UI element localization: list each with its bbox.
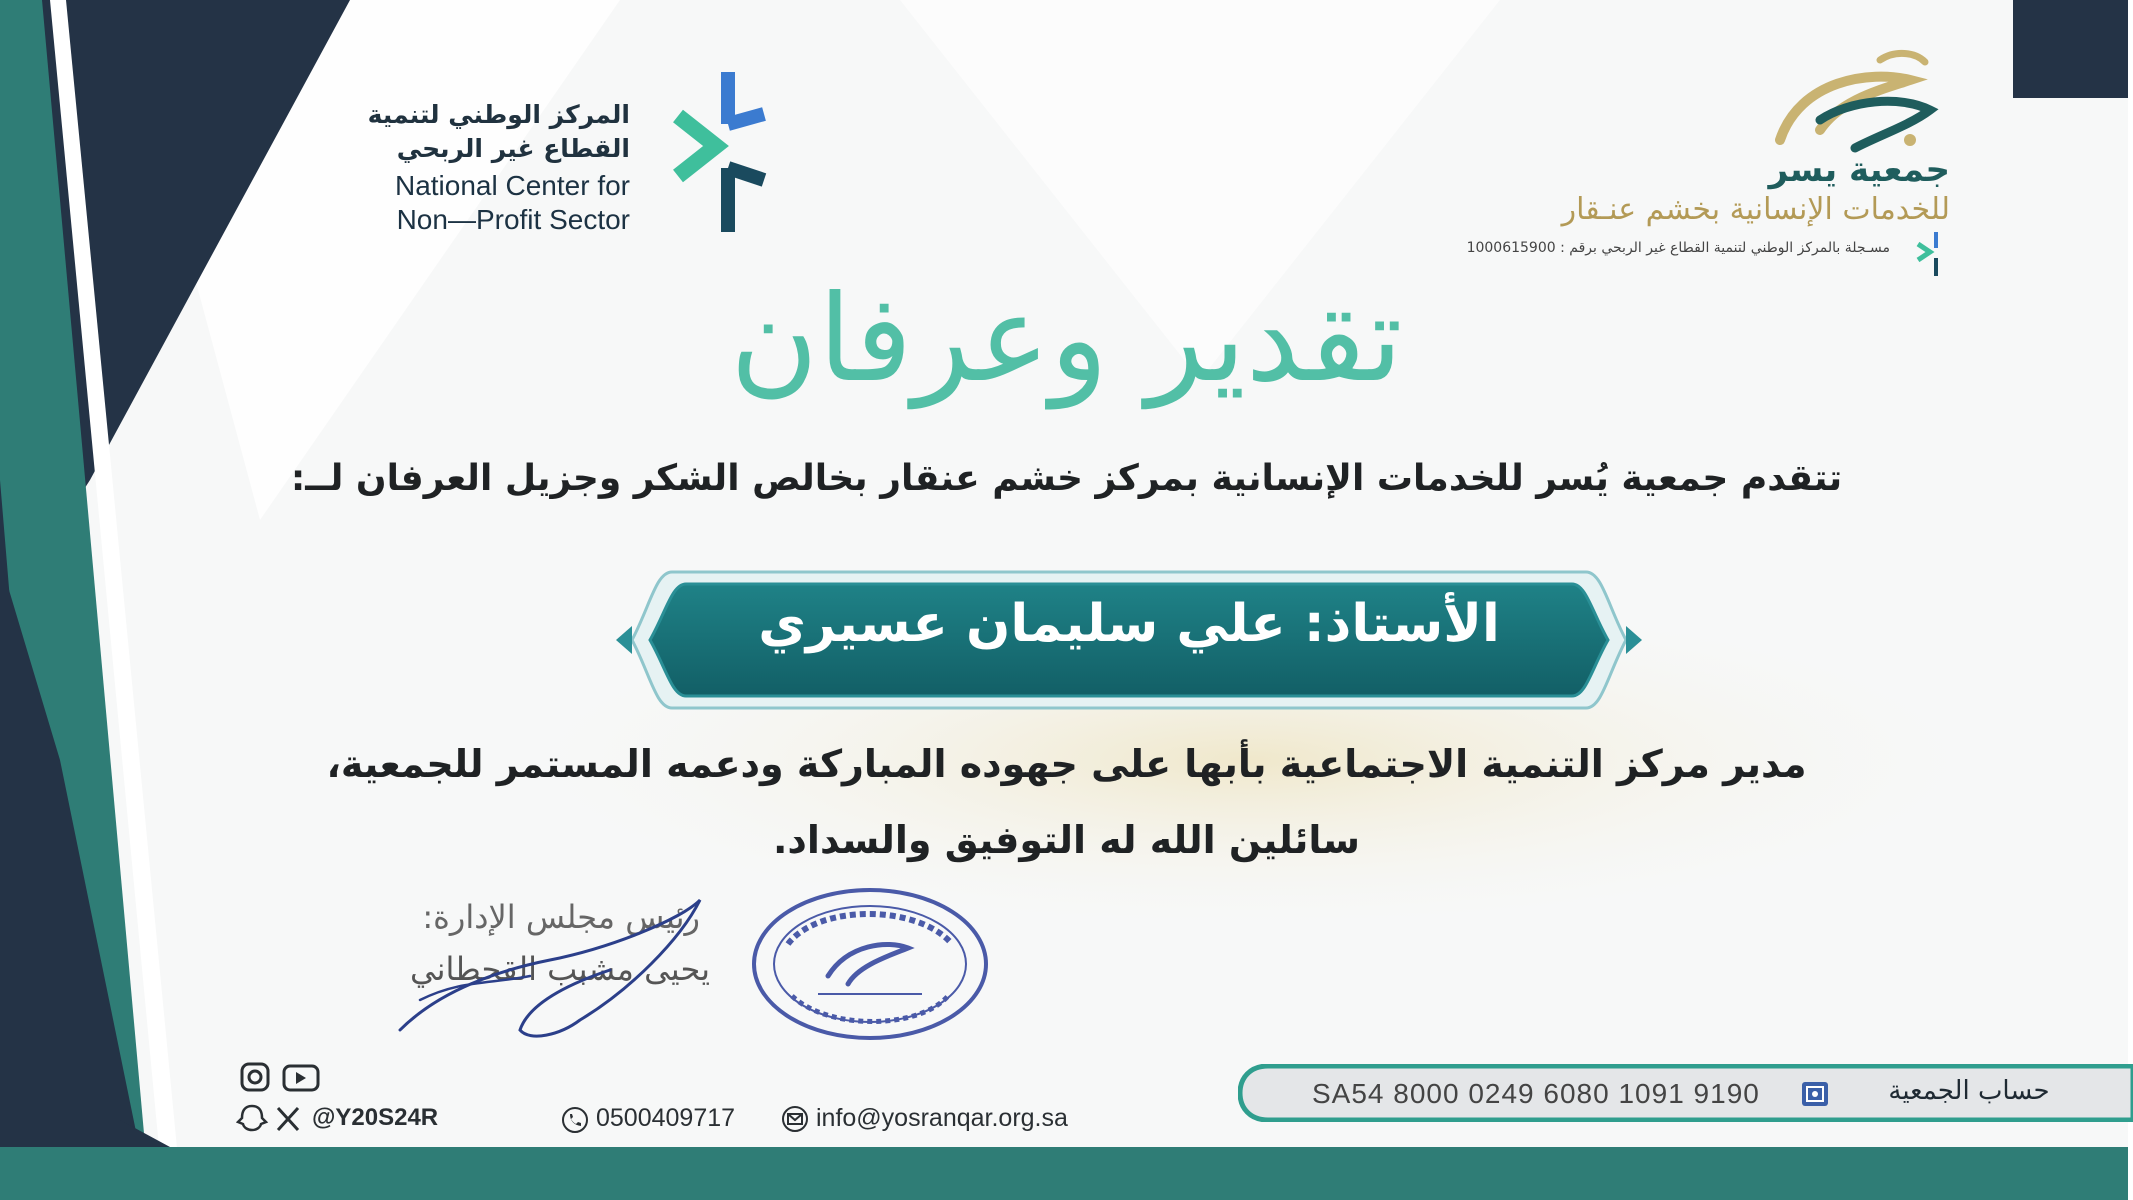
phone-number[interactable]: 0500409717 xyxy=(596,1104,736,1132)
yosr-subtitle: للخدمات الإنسانية بخشم عنـقار xyxy=(1561,192,1950,227)
ncnp-english-line-1: National Center for xyxy=(394,170,630,201)
iban-number[interactable]: SA54 8000 0249 6080 1091 9190 xyxy=(1312,1078,1760,1109)
yosr-calligraphy-icon xyxy=(1760,40,1950,160)
ncnp-english-line-2: Non—Profit Sector xyxy=(396,204,630,235)
yosr-logo xyxy=(1430,40,1970,290)
ncnp-arabic-line-2: القطاع غير الربحي xyxy=(396,134,630,163)
signatory-role: رئيس مجلس الإدارة: xyxy=(422,898,700,936)
phone-icon xyxy=(560,1105,590,1135)
yosr-registration-text: مسـجلة بالمركز الوطني لتنمية القطاع غير الربحي برقم : 1000615900 xyxy=(1466,240,1890,256)
social-icons-row-2 xyxy=(236,1102,316,1136)
certificate-body-line-1: مدير مركز التنمية الاجتماعية بأبها على جهوده المباركة ودعمه المستمر للجمعية، xyxy=(326,742,1807,786)
email-address[interactable]: info@yosranqar.org.sa xyxy=(816,1104,1068,1132)
x-twitter-icon[interactable] xyxy=(278,1108,298,1130)
social-handle[interactable]: @Y20S24R xyxy=(312,1104,439,1131)
certificate-intro: تتقدم جمعية يُسر للخدمات الإنسانية بمركز خشم عنقار بخالص الشكر وجزيل العرفان لــ: xyxy=(290,458,1843,499)
association-stamp xyxy=(748,884,992,1044)
handwritten-signature xyxy=(380,880,720,1050)
snapchat-icon[interactable] xyxy=(238,1106,266,1130)
instagram-icon[interactable] xyxy=(242,1064,268,1090)
certificate-body-line-2: سائلين الله له التوفيق والسداد. xyxy=(773,818,1360,862)
signatory-name: يحيى مشبب القحطاني xyxy=(409,950,710,988)
social-icons-row-1 xyxy=(238,1060,348,1094)
honoree-name: الأستاذ: علي سليمان عسيري xyxy=(758,594,1500,654)
ncnp-logo-mark-icon xyxy=(648,68,768,238)
yosr-name: جمعية يسر xyxy=(1768,150,1950,190)
certificate-title: تقدير وعرفان xyxy=(730,270,1403,409)
youtube-icon[interactable] xyxy=(284,1066,318,1090)
bank-account-label: حساب الجمعية xyxy=(1888,1076,2050,1106)
bank-icon xyxy=(1800,1080,1830,1108)
ncnp-logo xyxy=(367,68,768,238)
ncnp-arabic-line-1: المركز الوطني لتنمية xyxy=(367,100,630,129)
email-icon xyxy=(780,1104,810,1134)
